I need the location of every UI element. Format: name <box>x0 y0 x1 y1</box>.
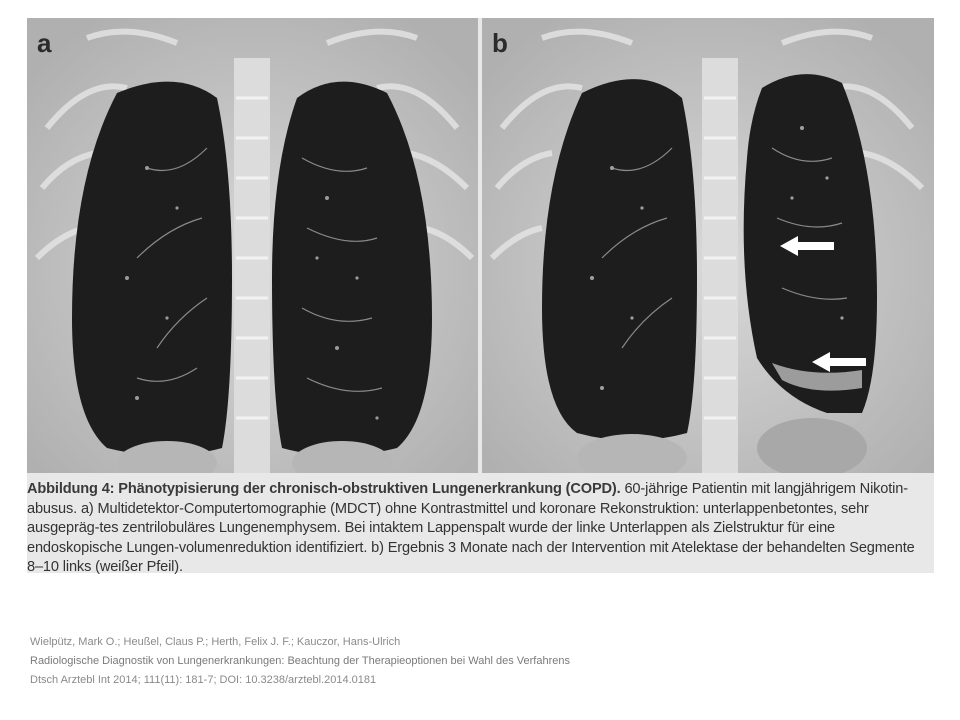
ct-panel-a <box>27 18 478 473</box>
citation-authors: Wielpütz, Mark O.; Heußel, Claus P.; Herth, Felix J. F.; Kauczor, Hans-Ulrich <box>30 636 401 648</box>
citation-title: Radiologische Diagnostik von Lungenerkrankungen: Beachtung der Therapieoptionen bei Wahl des Verfahrens <box>30 655 570 667</box>
caption-heading: Abbildung 4: Phänotypisierung der chronisch-obstruktiven Lungenerkrankung (COPD). <box>27 481 621 497</box>
ct-panel-b <box>482 18 934 473</box>
citation <box>30 633 910 690</box>
figure <box>27 18 934 573</box>
figure-caption <box>27 480 922 578</box>
caption-text: 60-jährige Patientin mit langjährigem Nikotin-abusus. a) Multidetektor-Computertomographie (MDCT) ohne Kontrastmittel und koronare Rekonstruktion: unterlappenbetontes, sehr ausgepräg-tes zentrilobuläres Lungenemphysem. Bei intaktem Lappenspalt wurde der linke Unterlappen als Zielstruktur für eine endoskopische Lungen-volumenreduktion identifiziert. b) Ergebnis 3 Monate nach der Intervention mit Atelektase der behandelten Segmente 8–10 links (weißer Pfeil). <box>27 481 915 575</box>
ct-image-b <box>482 18 934 473</box>
ct-image-a <box>27 18 478 473</box>
panel-label-b: b <box>492 28 508 58</box>
panel-label-a: a <box>37 28 52 58</box>
citation-source: Dtsch Arztebl Int 2014; 111(11): 181-7; DOI: 10.3238/arztebl.2014.0181 <box>30 674 377 686</box>
